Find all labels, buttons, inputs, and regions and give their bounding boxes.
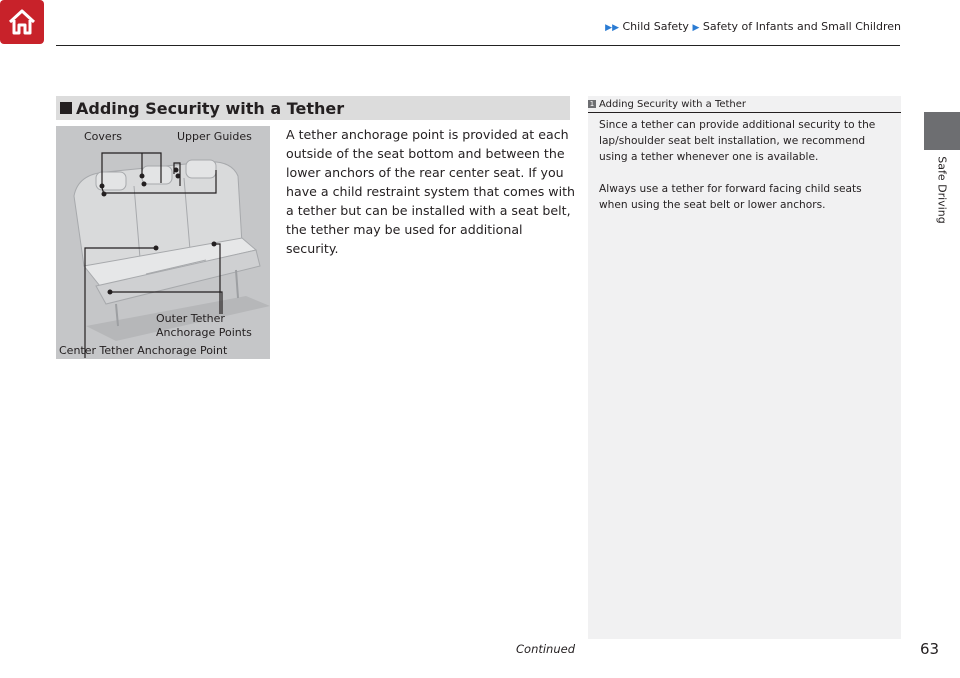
reference-icon: 1: [589, 100, 595, 108]
body-paragraph: A tether anchorage point is provided at each outside of the seat bottom and between the lower anchors of the rear center seat. If you have a child restraint system that comes with a tether but can be installed with a seat belt, the tether may be used for additional security.: [286, 127, 576, 256]
label-covers: Covers: [84, 130, 122, 143]
breadcrumb-arrow-icon: ▶▶: [605, 23, 619, 33]
breadcrumb: [605, 20, 901, 33]
note-heading-text: Adding Security with a Tether: [599, 98, 747, 110]
note-paragraph: Always use a tether for forward facing child seats when using the seat belt or lower anchors.: [599, 183, 862, 211]
chapter-tab[interactable]: [924, 112, 960, 150]
page-number: 63: [920, 640, 940, 658]
section-title: Adding Security with a Tether: [76, 98, 345, 118]
note-body: [599, 117, 889, 229]
breadcrumb-arrow-icon: ▶: [692, 23, 700, 33]
breadcrumb-item-infants[interactable]: Safety of Infants and Small Children: [702, 20, 901, 33]
section-heading: [56, 96, 570, 120]
chapter-tab-label: Safe Driving: [935, 156, 949, 224]
breadcrumb-item-child-safety[interactable]: Child Safety: [622, 20, 689, 33]
note-heading: [588, 96, 901, 113]
section-square-icon: [60, 102, 72, 114]
home-button[interactable]: [0, 0, 44, 44]
home-icon: [6, 7, 38, 37]
seat-illustration: [56, 126, 270, 359]
label-center-tether: Center Tether Anchorage Point: [59, 344, 228, 357]
label-upper-guides: Upper Guides: [177, 130, 252, 143]
continued-label: Continued: [516, 642, 576, 656]
note-paragraph: Since a tether can provide additional security to the lap/shoulder seat belt installation, we recommend using a tether whenever one is available.: [599, 119, 876, 163]
label-outer-tether-2: Anchorage Points: [156, 326, 252, 339]
label-outer-tether-1: Outer Tether: [156, 312, 225, 325]
header-rule: [56, 45, 900, 46]
